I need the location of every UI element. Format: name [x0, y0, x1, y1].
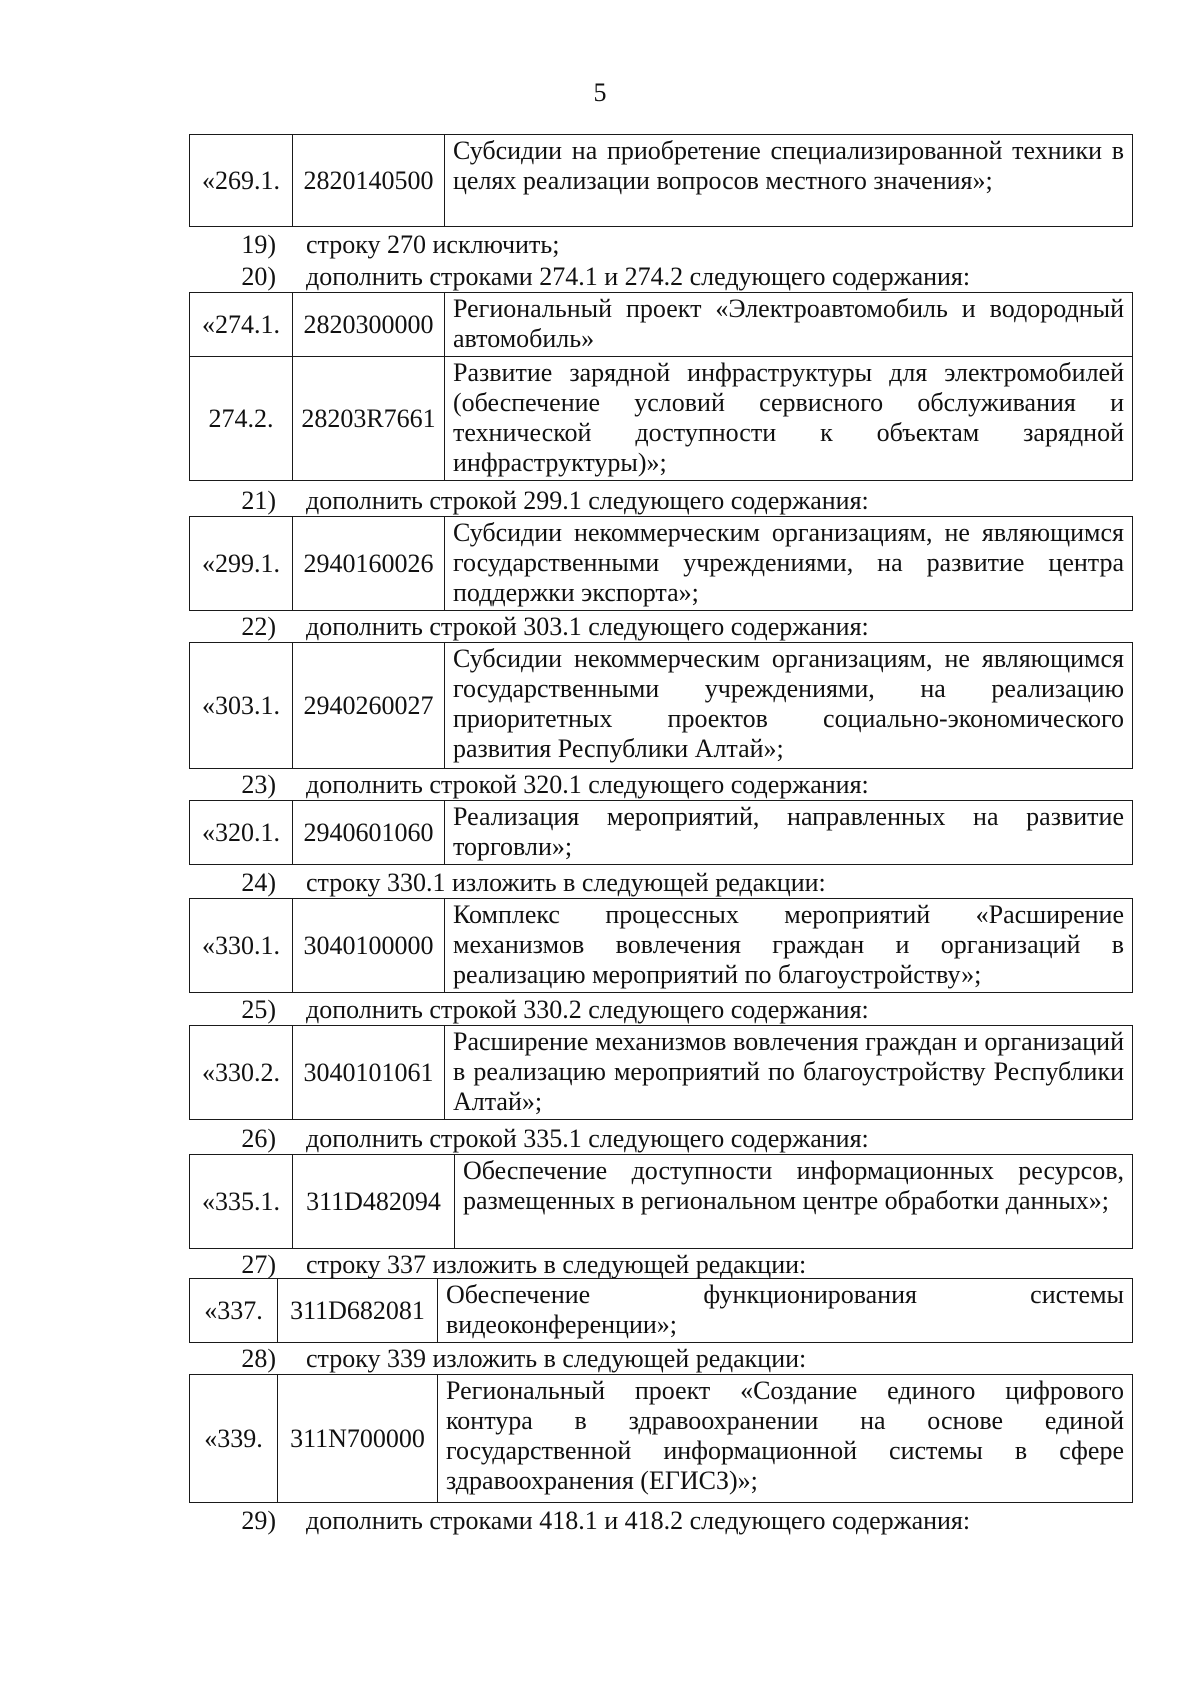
- amendment-table-320-1: [189, 800, 1133, 865]
- row-description: Субсидии некоммерческим организациям, не являющимся государственными учреждениями, на развитие центра поддержки экспорта»;: [445, 517, 1133, 611]
- instruction-20: [239, 262, 970, 292]
- instruction-24: [239, 868, 826, 898]
- row-code: 274.2.: [190, 357, 293, 481]
- amendment-table-330-2: [189, 1025, 1133, 1120]
- row-description: Расширение механизмов вовлечения граждан и организаций в реализацию мероприятий по благоустройству Республики Алтай»;: [445, 1026, 1133, 1120]
- amendment-table-269-1: [189, 134, 1133, 227]
- instruction-text: дополнить строкой 303.1 следующего содержания:: [306, 612, 869, 641]
- instruction-number: 27): [241, 1250, 276, 1279]
- instruction-26: [239, 1124, 869, 1154]
- row-description: Субсидии на приобретение специализированной техники в целях реализации вопросов местного значения»;: [445, 135, 1133, 227]
- instruction-23: [239, 770, 869, 800]
- instruction-text: строку 270 исключить;: [306, 230, 560, 259]
- row-description: Региональный проект «Создание единого цифрового контура в здравоохранении на основе единой государственной информационной системы в сфере здравоохранения (ЕГИСЗ)»;: [438, 1375, 1133, 1503]
- table-row: [190, 1026, 1133, 1120]
- instruction-number: 23): [241, 770, 276, 799]
- instruction-29: [239, 1506, 970, 1536]
- row-description: Развитие зарядной инфраструктуры для электромобилей (обеспечение условий сервисного обслуживания и технической доступности к объектам зарядной инфраструктуры)»;: [445, 357, 1133, 481]
- row-kbk: 2820300000: [293, 293, 445, 357]
- amendment-table-330-1: [189, 898, 1133, 993]
- instruction-number: 19): [241, 230, 276, 259]
- row-code: «299.1.: [190, 517, 293, 611]
- row-kbk: 3040101061: [293, 1026, 445, 1120]
- instruction-text: дополнить строками 418.1 и 418.2 следующего содержания:: [306, 1506, 971, 1535]
- row-code: «274.1.: [190, 293, 293, 357]
- table-row: [190, 643, 1133, 769]
- row-kbk: 2820140500: [293, 135, 445, 227]
- table-row: [190, 899, 1133, 993]
- amendment-table-299-1: [189, 516, 1133, 611]
- row-kbk: 28203R7661: [293, 357, 445, 481]
- row-code: «330.1.: [190, 899, 293, 993]
- page-number: 5: [593, 78, 607, 107]
- instruction-19: [239, 230, 559, 260]
- instruction-number: 26): [241, 1124, 276, 1153]
- instruction-number: 25): [241, 995, 276, 1024]
- amendment-table-337: [189, 1278, 1133, 1343]
- instruction-21: [239, 486, 869, 516]
- instruction-22: [239, 612, 869, 642]
- table-row: [190, 357, 1133, 481]
- row-description: Субсидии некоммерческим организациям, не являющимся государственными учреждениями, на реализацию приоритетных проектов социально-экономического развития Республики Алтай»;: [445, 643, 1133, 769]
- row-kbk: 311D682081: [278, 1279, 438, 1343]
- row-description: Обеспечение доступности информационных ресурсов, размещенных в региональном центре обработки данных»;: [455, 1155, 1133, 1249]
- instruction-text: дополнить строкой 320.1 следующего содержания:: [306, 770, 869, 799]
- table-row: [190, 1375, 1133, 1503]
- row-code: «269.1.: [190, 135, 293, 227]
- row-code: «339.: [190, 1375, 278, 1503]
- table-row: [190, 293, 1133, 357]
- amendment-table-274: [189, 292, 1133, 481]
- instruction-number: 29): [241, 1506, 276, 1535]
- row-description: Реализация мероприятий, направленных на развитие торговли»;: [445, 801, 1133, 865]
- instruction-25: [239, 995, 869, 1025]
- table-row: [190, 517, 1133, 611]
- row-code: «303.1.: [190, 643, 293, 769]
- amendment-table-303-1: [189, 642, 1133, 769]
- table-row: [190, 135, 1133, 227]
- row-kbk: 311D482094: [293, 1155, 455, 1249]
- instruction-text: дополнить строкой 335.1 следующего содержания:: [306, 1124, 869, 1153]
- row-code: «335.1.: [190, 1155, 293, 1249]
- instruction-number: 24): [241, 868, 276, 897]
- table-row: [190, 1279, 1133, 1343]
- instruction-number: 20): [241, 262, 276, 291]
- row-description: Обеспечение функционирования системы видеоконференции»;: [438, 1279, 1133, 1343]
- row-kbk: 2940601060: [293, 801, 445, 865]
- instruction-28: [239, 1344, 806, 1374]
- instruction-text: дополнить строками 274.1 и 274.2 следующего содержания:: [306, 262, 971, 291]
- row-description: Комплекс процессных мероприятий «Расширение механизмов вовлечения граждан и организаций в реализацию мероприятий по благоустройству»;: [445, 899, 1133, 993]
- row-code: «337.: [190, 1279, 278, 1343]
- instruction-27: [239, 1250, 806, 1280]
- row-kbk: 3040100000: [293, 899, 445, 993]
- row-code: «320.1.: [190, 801, 293, 865]
- instruction-number: 21): [241, 486, 276, 515]
- row-kbk: 2940260027: [293, 643, 445, 769]
- table-row: [190, 1155, 1133, 1249]
- row-kbk: 311N700000: [278, 1375, 438, 1503]
- instruction-text: строку 330.1 изложить в следующей редакции:: [306, 868, 826, 897]
- instruction-number: 28): [241, 1344, 276, 1373]
- amendment-table-335-1: [189, 1154, 1133, 1249]
- row-description: Региональный проект «Электроавтомобиль и водородный автомобиль»: [445, 293, 1133, 357]
- row-kbk: 2940160026: [293, 517, 445, 611]
- amendment-table-339: [189, 1374, 1133, 1503]
- row-code: «330.2.: [190, 1026, 293, 1120]
- instruction-text: строку 337 изложить в следующей редакции:: [306, 1250, 807, 1279]
- instruction-text: строку 339 изложить в следующей редакции:: [306, 1344, 807, 1373]
- table-row: [190, 801, 1133, 865]
- instruction-text: дополнить строкой 330.2 следующего содержания:: [306, 995, 869, 1024]
- instruction-number: 22): [241, 612, 276, 641]
- instruction-text: дополнить строкой 299.1 следующего содержания:: [306, 486, 869, 515]
